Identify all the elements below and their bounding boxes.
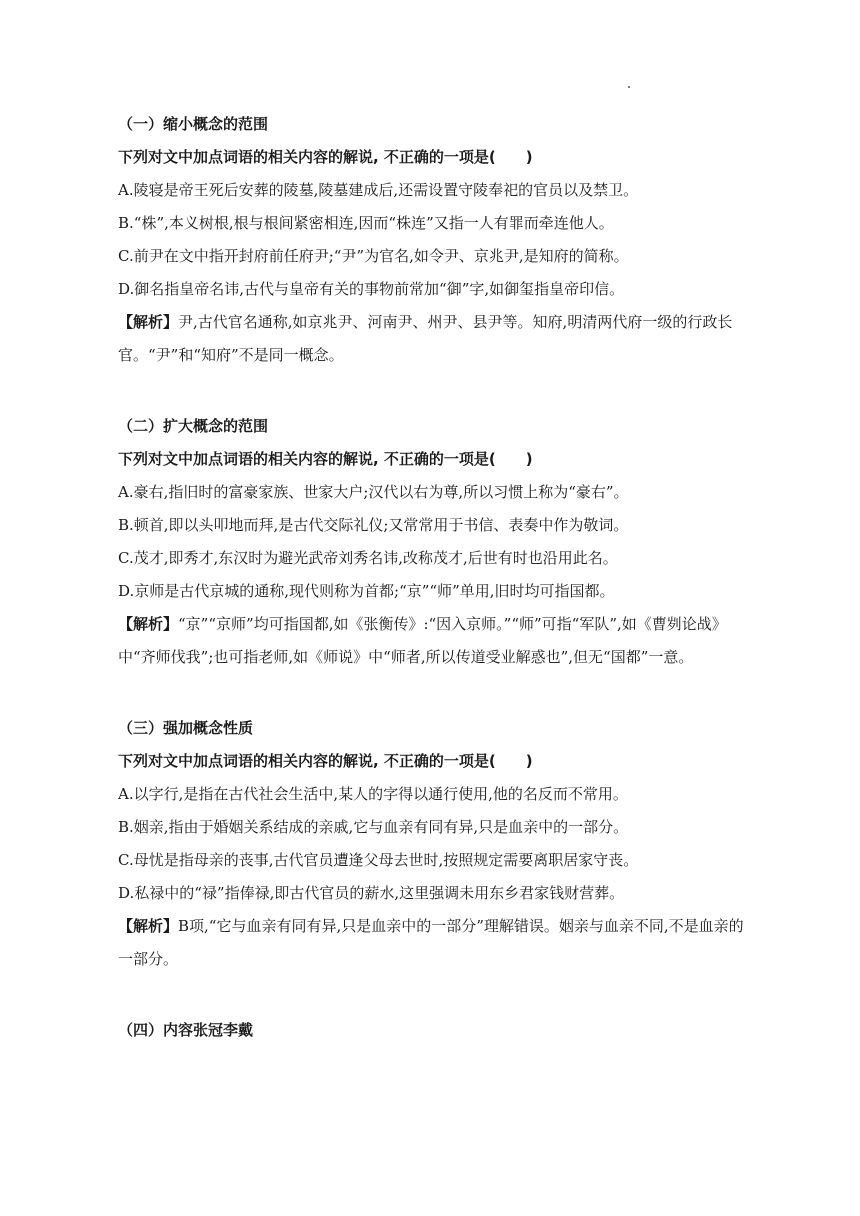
option-a: A.豪右,指旧时的富豪家族、世家大户;汉代以右为尊,所以习惯上称为“豪右”。: [118, 483, 629, 501]
option-c: C.母忧是指母亲的丧事,古代官员遭逢父母去世时,按照规定需要离职居家守丧。: [118, 851, 639, 869]
section-1: [118, 108, 758, 372]
option-c: C.茂才,即秀才,东汉时为避光武帝刘秀名讳,改称茂才,后世有时也沿用此名。: [118, 549, 618, 567]
option-d: D.京师是古代京城的通称,现代则称为首都;“京”“师”单用,旧时均可指国都。: [118, 582, 615, 600]
analysis-text: “京”“京师”均可指国都,如《张衡传》:“因入京师。”“师”可指“军队”,如《曹刿论战》中“齐师伐我”;也可指老师,如《师说》中“师者,所以传道受业解惑也”,但无“国都”一意。: [118, 615, 727, 666]
section-2: [118, 410, 758, 674]
analysis-label: 【解析】: [118, 313, 179, 331]
option-b: B.顿首,即以头叩地而拜,是古代交际礼仪;又常常用于书信、表奏中作为敬词。: [118, 516, 629, 534]
analysis-paragraph: [118, 910, 758, 976]
option-b: B.“株”,本义树根,根与根间紧密相连,因而“株连”又指一人有罪而牵连他人。: [118, 214, 614, 232]
analysis-paragraph: [118, 608, 758, 674]
option-a: A.以字行,是指在古代社会生活中,某人的字得以通行使用,他的名反而不常用。: [118, 785, 628, 803]
section-4: [118, 1014, 758, 1047]
option-d: D.私禄中的“禄”指俸禄,即古代官员的薪水,这里强调未用东乡君家钱财营葬。: [118, 884, 625, 902]
analysis-text: 尹,古代官名通称,如京兆尹、河南尹、州尹、县尹等。知府,明清两代府一级的行政长官。“尹”和“知府”不是同一概念。: [118, 313, 733, 364]
option-a: A.陵寝是帝王死后安葬的陵墓,陵墓建成后,还需设置守陵奉祀的官员以及禁卫。: [118, 181, 639, 199]
section-title: （四）内容张冠李戴: [118, 1021, 254, 1039]
question-stem: 下列对文中加点词语的相关内容的解说, 不正确的一项是( ): [118, 450, 533, 468]
question-stem: 下列对文中加点词语的相关内容的解说, 不正确的一项是( ): [118, 752, 533, 770]
page-dot-mark: [628, 86, 630, 88]
section-title: （三）强加概念性质: [118, 719, 254, 737]
option-b: B.姻亲,指由于婚姻关系结成的亲戚,它与血亲有同有异,只是血亲中的一部分。: [118, 818, 629, 836]
option-d: D.御名指皇帝名讳,古代与皇帝有关的事物前常加“御”字,如御玺指皇帝印信。: [118, 280, 625, 298]
analysis-label: 【解析】: [118, 917, 179, 935]
question-stem: 下列对文中加点词语的相关内容的解说, 不正确的一项是( ): [118, 148, 533, 166]
section-3: [118, 712, 758, 976]
section-title: （一）缩小概念的范围: [118, 115, 269, 133]
analysis-text: B项,“它与血亲有同有异,只是血亲中的一部分”理解错误。姻亲与血亲不同,不是血亲的一部分。: [118, 917, 744, 968]
section-title: （二）扩大概念的范围: [118, 417, 269, 435]
analysis-label: 【解析】: [118, 615, 179, 633]
document-page: [118, 108, 758, 1085]
option-c: C.前尹在文中指开封府前任府尹;“尹”为官名,如令尹、京兆尹,是知府的简称。: [118, 247, 629, 265]
analysis-paragraph: [118, 306, 758, 372]
